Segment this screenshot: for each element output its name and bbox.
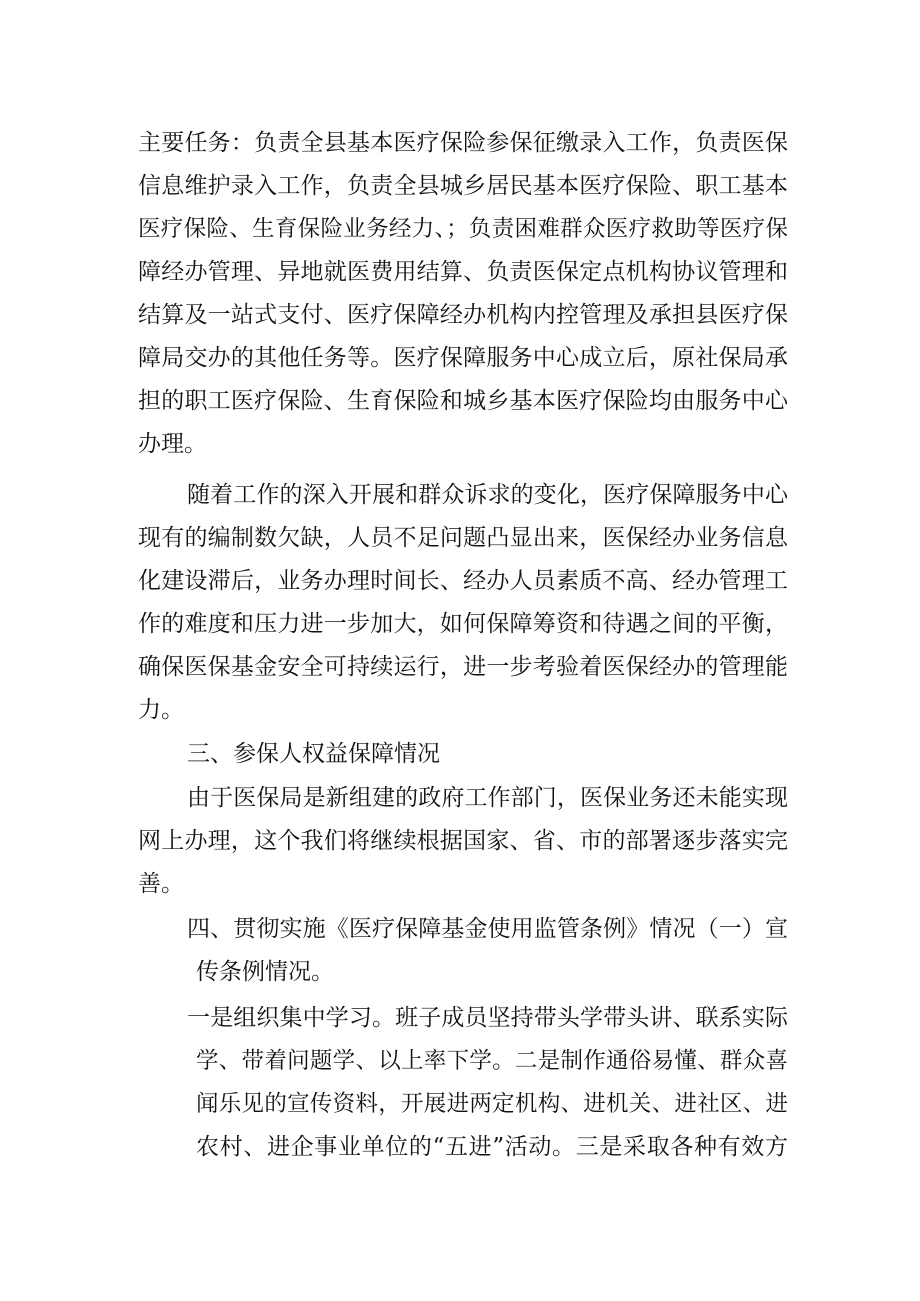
section-3-line: 网上办理，这个我们将继续根据国家、省、市的部署逐步落实完 <box>138 828 788 854</box>
section-4-line: 农村、进企事业单位的“五进”活动。三是采取各种有效方 <box>196 1134 788 1160</box>
paragraph-2-line: 力。 <box>138 697 184 723</box>
section-4-line: 一是组织集中学习。班子成员坚持带头学带头讲、联系实际 <box>187 1005 788 1031</box>
paragraph-2-line: 现有的编制数欠缺，人员不足问题凸显出来，医保经办业务信息 <box>138 525 788 551</box>
section-4-heading: 四、贯彻实施《医疗保障基金使用监管条例》情况（一）宣 <box>187 916 788 942</box>
paragraph-1-line: 障局交办的其他任务等。医疗保障服务中心成立后，原社保局承 <box>138 345 788 371</box>
paragraph-1-line: 信息维护录入工作，负责全县城乡居民基本医疗保险、职工基本 <box>138 173 788 199</box>
paragraph-1-line: 障经办管理、异地就医费用结算、负责医保定点机构协议管理和 <box>138 259 788 285</box>
section-4-line: 学、带着问题学、以上率下学。二是制作通俗易懂、群众喜 <box>196 1048 788 1074</box>
paragraph-1-line: 办理。 <box>138 431 207 457</box>
paragraph-1-line: 医疗保险、生育保险业务经力、；负责困难群众医疗救助等医疗保 <box>138 216 788 242</box>
section-3-line: 由于医保局是新组建的政府工作部门，医保业务还未能实现 <box>187 785 788 811</box>
paragraph-1-line: 担的职工医疗保险、生育保险和城乡基本医疗保险均由服务中心 <box>138 388 788 414</box>
section-3-heading: 三、参保人权益保障情况 <box>187 741 440 767</box>
paragraph-2-line: 确保医保基金安全可持续运行，进一步考验着医保经办的管理能 <box>138 654 788 680</box>
paragraph-2-line: 随着工作的深入开展和群众诉求的变化，医疗保障服务中心 <box>187 482 788 508</box>
section-3-line: 善。 <box>138 871 184 897</box>
section-4-line: 闻乐见的宣传资料，开展进两定机构、进机关、进社区、进 <box>196 1091 788 1117</box>
paragraph-2-line: 作的难度和压力进一步加大，如何保障筹资和待遇之间的平衡， <box>138 611 788 637</box>
section-4-heading: 传条例情况。 <box>196 959 334 985</box>
paragraph-1-line: 主要任务：负责全县基本医疗保险参保征缴录入工作，负责医保 <box>138 130 788 156</box>
paragraph-2-line: 化建设滞后，业务办理时间长、经办人员素质不高、经办管理工 <box>138 568 788 594</box>
paragraph-1-line: 结算及一站式支付、医疗保障经办机构内控管理及承担县医疗保 <box>138 302 788 328</box>
